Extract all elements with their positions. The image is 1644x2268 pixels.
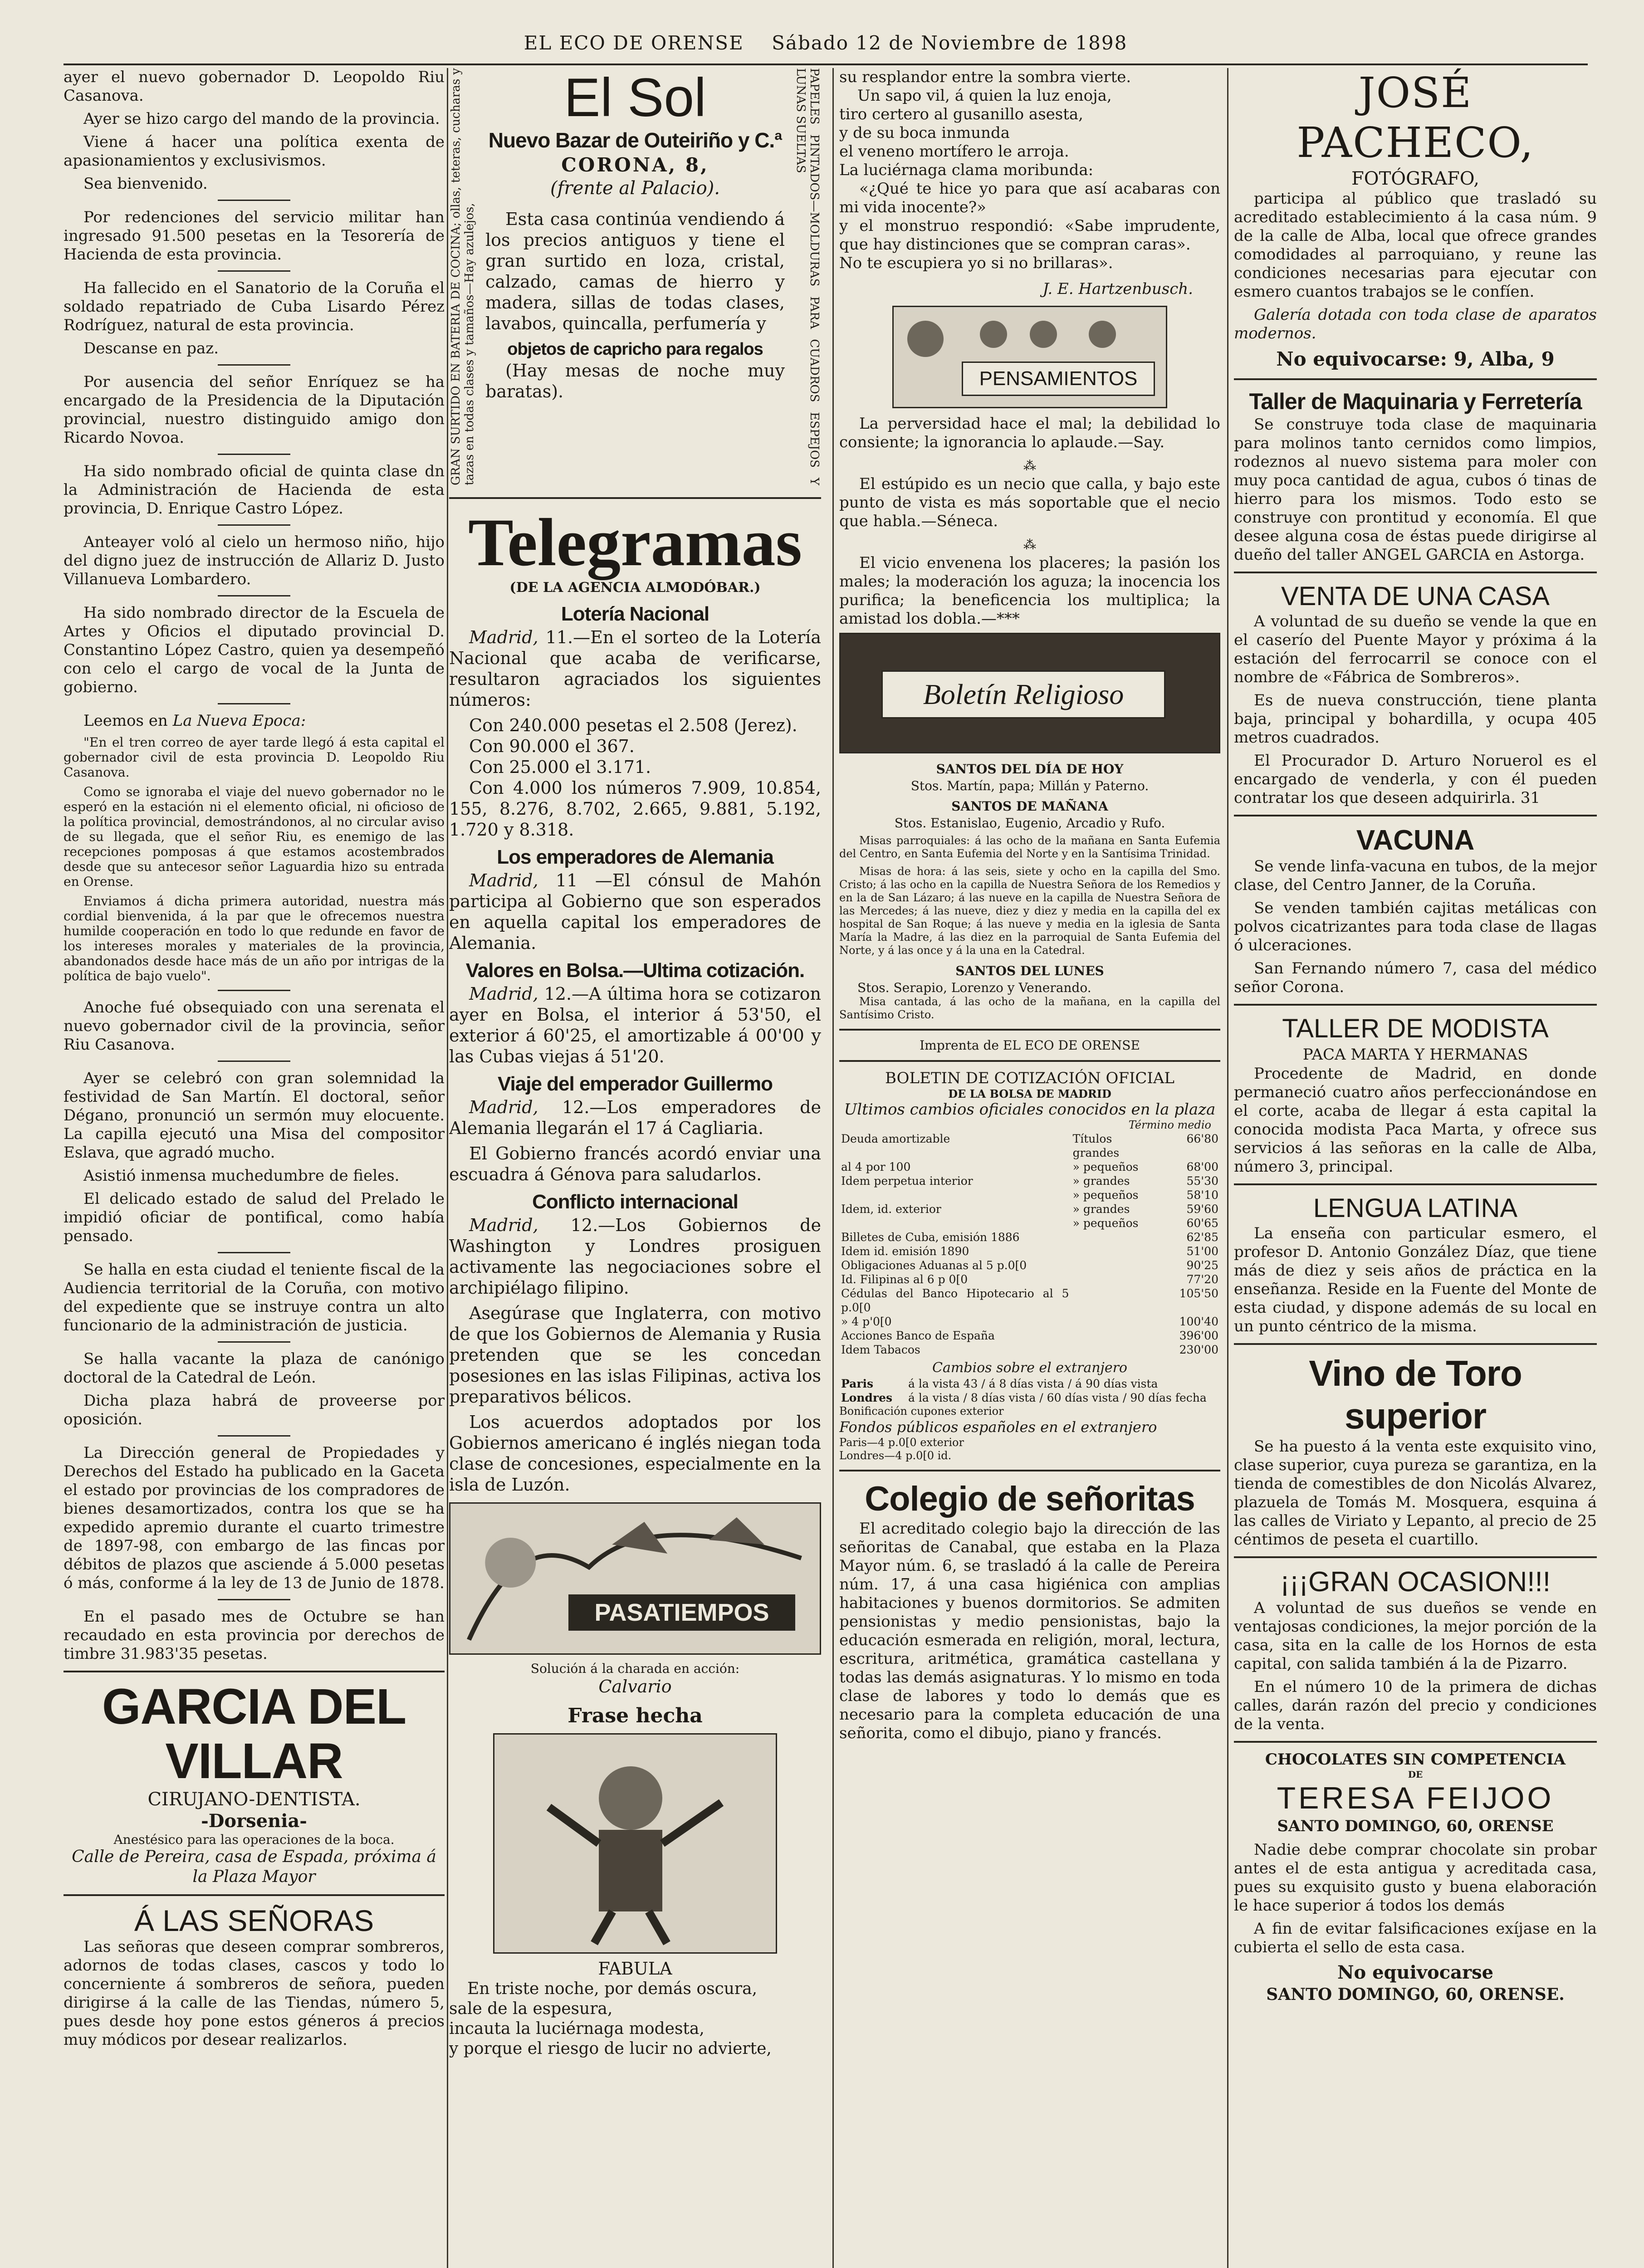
- tel-heading: Conflicto internacional: [532, 1191, 738, 1213]
- news-item: Anteayer voló al cielo un hermoso niño, hijo del digno juez de instrucción de Allariz D. Justo Villanueva Lombardero.: [64, 533, 445, 588]
- bolsa-subheading: DE LA BOLSA DE MADRID: [948, 1087, 1111, 1100]
- table-cell: Idem id. emisión 1890: [841, 1245, 969, 1258]
- rule: [1234, 1556, 1597, 1558]
- pacheco-gallery: Galería dotada con toda clase de aparatos modernos.: [1234, 306, 1597, 342]
- modista-title: TALLER DE MODISTA: [1282, 1014, 1549, 1043]
- table-cell: 60'65: [1186, 1217, 1218, 1230]
- tel-dateline: Madrid,: [469, 1097, 538, 1117]
- bolsa-heading: BOLETIN DE COTIZACIÓN OFICIAL: [885, 1069, 1174, 1087]
- table-cell: » grandes: [1072, 1174, 1130, 1188]
- table-cell: Idem Tabacos: [841, 1343, 920, 1356]
- table-cell: 90'25: [1186, 1259, 1218, 1272]
- chocolates-title: CHOCOLATES SIN COMPETENCIA: [1265, 1750, 1566, 1769]
- ad-senoras-title: Á LAS SEÑORAS: [134, 1904, 374, 1937]
- sol-text: Esta casa continúa vendiendo á los precios antiguos y tiene el gran surtido en loza, cristal, calzado, camas de hierro y madera, sillas de todas clases, lavabos, quincalla, perfumería y: [485, 209, 785, 333]
- vacuna-text: Se venden también cajitas metálicas con polvos cicatrizantes para toda clase de llagas ó ulceraciones.: [1234, 899, 1597, 954]
- table-cell: 68'00: [1186, 1160, 1218, 1173]
- charada-solution: Calvario: [598, 1677, 672, 1696]
- tel-heading: Los emperadores de Alemania: [497, 846, 773, 868]
- fabula-line: y porque el riesgo de lucir no advierte,: [449, 2039, 772, 2058]
- table-cell: Paris: [841, 1377, 874, 1390]
- venta-text: Es de nueva construcción, tiene planta baja, principal y bohardilla, y ocupa 405 metros cuadrados.: [1234, 691, 1597, 747]
- frase-hecha-illustration: [493, 1733, 777, 1954]
- venta-title: VENTA DE UNA CASA: [1281, 582, 1550, 611]
- rule: [64, 1671, 445, 1672]
- venta-text: A voluntad de su dueño se vende la que en el caserío del Puente Mayor y próxima á la estación del ferrocarril se conoce con el nombre de «Fábrica de Sombreros».: [1234, 612, 1597, 686]
- quote-paragraph: "En el tren correo de ayer tarde llegó á esta capital el gobernador civil de esta provincia D. Leopoldo Riu Casanova.: [64, 735, 445, 780]
- ad-garcia-title: CIRUJANO-DENTISTA.: [147, 1789, 361, 1810]
- sol-address: CORONA, 8,: [561, 154, 709, 176]
- table-cell: [1071, 1329, 1162, 1343]
- santos-text: Stos. Estanislao, Eugenio, Arcadio y Rufo.: [894, 816, 1165, 831]
- running-header: [64, 32, 1588, 65]
- table-cell: [1071, 1343, 1162, 1357]
- column-1: [64, 68, 445, 2268]
- separator: [218, 1599, 290, 1600]
- fabula-line: La luciérnaga clama moribunda:: [839, 161, 1094, 179]
- tel-item: Asegúrase que Inglaterra, con motivo de que los Gobiernos de Alemania y Rusia pretenden que se les concedan posesiones en las islas Filipinas, activa los preparativos bélicos.: [449, 1303, 821, 1407]
- rule: [839, 1029, 1220, 1031]
- news-item: ayer el nuevo gobernador D. Leopoldo Riu Casanova.: [64, 68, 445, 105]
- column-rule: [447, 68, 448, 2268]
- table-cell: 58'10: [1186, 1188, 1218, 1202]
- ocasion-text: A voluntad de sus dueños se vende en ventajosas condiciones, la mejor porción de la casa, sita en la calle de los Hornos de esta capital, con salida también á la de Pizarro.: [1234, 1599, 1597, 1673]
- pasatiempos-banner: PASATIEMPOS: [568, 1594, 795, 1631]
- pacheco-name: JOSÉ PACHECO,: [1297, 68, 1534, 167]
- fondos-line: Londres—4 p.0[0 id.: [839, 1449, 952, 1462]
- table-cell: Cédulas del Banco Hipotecario al 5 p.0[0: [841, 1287, 1069, 1314]
- source-name: La Nueva Epoca:: [172, 712, 306, 730]
- issue-date: Sábado 12 de Noviembre de 1898: [772, 32, 1128, 54]
- pensamientos-illustration: [892, 306, 1167, 408]
- ad-el-sol: [449, 68, 821, 490]
- tel-item: [449, 627, 821, 710]
- table-row: [839, 1343, 1220, 1357]
- vacuna-text: San Fernando número 7, casa del médico señor Corona.: [1234, 959, 1597, 996]
- rule: [1234, 572, 1597, 573]
- pasatiempos-art: [450, 1504, 820, 1653]
- table-row: [839, 1216, 1220, 1230]
- table-row: [839, 1160, 1220, 1174]
- table-cell: [839, 1216, 1071, 1230]
- pasatiempos-illustration: [449, 1502, 821, 1655]
- lottery-line: Con 4.000 los números 7.909, 10.854, 155, 8.276, 8.702, 2.665, 9.881, 5.192, 1.720 y 8.318.: [449, 778, 821, 840]
- boletin-title: Boletín Religioso: [881, 670, 1165, 719]
- table-cell: [839, 1188, 1071, 1202]
- santos-text: Stos. Martín, papa; Millán y Paterno.: [910, 778, 1149, 793]
- separator: [218, 1435, 290, 1437]
- news-item: Ha sido nombrado oficial de quinta clase dn la Administración de Hacienda de esta provincia, D. Enrique Castro López.: [64, 462, 445, 518]
- sol-title: El Sol: [564, 68, 706, 128]
- chocolates-warning: No equivocarse: [1337, 1962, 1494, 1983]
- table-cell: 230'00: [1179, 1343, 1218, 1356]
- santos-text: Stos. Serapio, Lorenzo y Venerando.: [857, 980, 1091, 995]
- chocolates-text: A fin de evitar falsificaciones exíjase en la cubierta el sello de esta casa.: [1234, 1920, 1597, 1956]
- rule: [64, 1894, 445, 1896]
- pacheco-text: participa al público que trasladó su acreditado establecimiento á la casa núm. 9 de la calle de Alba, local que ofrece grandes comodidades al parroquiano, y reune las condiciones necesarias para ejecutar con esmero cuantos trabajos se le confíen.: [1234, 190, 1597, 301]
- table-row: [839, 1230, 1220, 1244]
- santos-heading: SANTOS DE MAÑANA: [951, 799, 1108, 814]
- table-cell: Idem perpetua interior: [841, 1174, 973, 1188]
- news-item: El delicado estado de salud del Prelado le impidió oficiar de pontifical, como había pensado.: [64, 1190, 445, 1245]
- modista-subtitle: PACA MARTA Y HERMANAS: [1302, 1046, 1528, 1064]
- news-item: Ha sido nombrado director de la Escuela de Artes y Oficios el diputado provincial D. Constantino López Castro, quien ya desempeñó con celo el cargo de vocal de la Junta de gobierno.: [64, 604, 445, 696]
- rule: [1234, 1343, 1597, 1345]
- separator: [218, 364, 290, 366]
- chocolates-de: DE: [1408, 1769, 1423, 1780]
- separator: [218, 1061, 290, 1062]
- tel-text: 11.—En el sorteo de la Lotería Nacional que acaba de verificarse, resultaron agraciados los siguientes números:: [449, 627, 821, 710]
- modista-text: Procedente de Madrid, en donde permaneció cuatro años perfeccionándose en el corte, acaba de llegar á esta capital la conocida modista Paca Marta, y ofrece sus servicios á las señoras en la calle de Alba, número 3, principal.: [1234, 1065, 1597, 1176]
- separator: [218, 1341, 290, 1343]
- fabula-line: sale de la espesura,: [449, 1999, 613, 2018]
- fondos-heading: Fondos públicos españoles en el extranjero: [839, 1418, 1157, 1436]
- fabula-line: Un sapo vil, á quien la luz enoja,: [857, 87, 1112, 105]
- table-cell: » pequeños: [1072, 1217, 1139, 1230]
- lottery-line: Con 90.000 el 367.: [469, 736, 635, 756]
- santos-heading: SANTOS DEL DÍA DE HOY: [936, 762, 1124, 777]
- bolsa-caption: Ultimos cambios oficiales conocidos en la plaza: [844, 1100, 1216, 1119]
- fabula-line: incauta la luciérnaga modesta,: [449, 2019, 705, 2038]
- column-rule: [1227, 68, 1228, 2268]
- fabula-author: J. E. Hartzenbusch.: [1042, 280, 1193, 298]
- news-item: Por redenciones del servicio militar han ingresado 91.500 pesetas en la Tesorería de Hacienda de esta provincia.: [64, 208, 445, 264]
- rule: [839, 1060, 1220, 1062]
- separator: [218, 595, 290, 596]
- tel-item: [449, 870, 821, 953]
- table-cell: [1071, 1258, 1162, 1272]
- telegramas-title: Telegramas: [468, 505, 802, 580]
- table-cell: [1071, 1230, 1162, 1244]
- tel-text: 11 —El cónsul de Mahón participa al Gobierno que son esperados en aquella capital los emperadores de Alemania.: [449, 870, 821, 953]
- table-cell: 105'50: [1179, 1287, 1218, 1300]
- sol-gifts: objetos de capricho para regalos: [507, 340, 763, 359]
- news-item: Descanse en paz.: [83, 339, 219, 357]
- rule: [1234, 1183, 1597, 1185]
- table-row: [839, 1286, 1220, 1315]
- quote-intro: Leemos en: [83, 712, 173, 730]
- table-row: [839, 1272, 1220, 1286]
- ad-garcia-address: Calle de Pereira, casa de Espada, próxima á la Plaza Mayor: [72, 1848, 436, 1886]
- misas-hora: Misas de hora: á las seis, siete y ocho en la capilla del Smo. Cristo; á las ocho en la capilla de Nuestra Señora de los Remedios y en la de San Lázaro; á las nueve en la capilla de Nuestra Señora de las Mercedes; á las nueve, diez y diez y media en la capilla del ex hospital de San Roque; á las nueve y media en la iglesia de Santa María la Madre, á las diez en la parroquial de Santa Eufemia del Norte, y á las once y á la una en la Catedral.: [839, 865, 1220, 957]
- table-row: [839, 1202, 1220, 1216]
- table-cell: Id. Filipinas al 6 p 0[0: [841, 1273, 968, 1286]
- news-item: Se halla vacante la plaza de canónigo doctoral de la Catedral de León.: [64, 1350, 445, 1387]
- table-cell: 59'60: [1186, 1202, 1218, 1216]
- ad-garcia-name: GARCIA DEL VILLAR: [102, 1679, 406, 1789]
- table-row: [839, 1329, 1220, 1343]
- separator: [218, 524, 290, 526]
- table-row: [839, 1174, 1220, 1188]
- table-cell: [1071, 1244, 1162, 1258]
- misa-cantada: Misa cantada, á las ocho de la mañana, en la capilla del Santísimo Cristo.: [839, 995, 1220, 1021]
- table-cell: » grandes: [1072, 1202, 1130, 1216]
- tel-dateline: Madrid,: [469, 984, 538, 1004]
- news-item: Asistió inmensa muchedumbre de fieles.: [83, 1167, 400, 1185]
- news-item: Ayer se celebró con gran solemnidad la festividad de San Martín. El doctoral, señor Dégano, pronunció un sermón muy elocuente. La capilla ejecutó una Misa del compositor Eslava, que agradó mucho.: [64, 1069, 445, 1162]
- table-cell: 100'40: [1179, 1315, 1218, 1328]
- tel-dateline: Madrid,: [469, 627, 538, 647]
- table-cell: Billetes de Cuba, emisión 1886: [841, 1231, 1020, 1244]
- pensamientos-banner: PENSAMIENTOS: [962, 362, 1155, 396]
- bonificacion: Bonificación cupones exterior: [839, 1405, 1004, 1418]
- quote-paragraph: Enviamos á dicha primera autoridad, nuestra más cordial bienvenida, á la par que le ofrecemos nuestra humilde cooperación en todo lo que redunde en favor de los intereses morales y materiales de la provincia, abandonados desde hace más de un año por intrigas de la política de bajo vuelo".: [64, 894, 445, 983]
- vacuna-text: Se vende linfa-vacuna en tubos, de la mejor clase, del Centro Janner, de la Coruña.: [1234, 857, 1597, 894]
- tel-text: 12.—Los emperadores de Alemania llegarán el 17 á Cagliaria.: [449, 1097, 821, 1138]
- ad-side-text-left: GRAN SURTIDO EN BATERIA DE COCINA; ollas, teteras, cucharas y tazas en todas clases y tamaños—Hay azulejos,: [449, 68, 476, 485]
- separator: [218, 703, 290, 704]
- news-item: Viene á hacer una política exenta de apasionamientos y exclusivismos.: [64, 133, 445, 170]
- paper-name: EL ECO DE ORENSE: [524, 32, 744, 54]
- imprenta: Imprenta de EL ECO DE ORENSE: [920, 1038, 1140, 1053]
- fabula-line: «¿Qué te hice yo para que así acabaras con mi vida inocente?»: [839, 180, 1220, 216]
- news-item: [64, 712, 445, 730]
- ocasion-title: ¡¡¡GRAN OCASION!!!: [1280, 1566, 1551, 1598]
- rule: [1234, 1004, 1597, 1006]
- lottery-line: Con 240.000 pesetas el 2.508 (Jerez).: [469, 715, 798, 735]
- rule: [1234, 378, 1597, 380]
- news-item: Se halla en esta ciudad el teniente fiscal de la Audiencia territorial de la Coruña, con motivo del expediente que se instruye contra un alto funcionario de la administración de justicia.: [64, 1261, 445, 1334]
- fabula-line: No te escupiera yo si no brillaras».: [839, 254, 1113, 272]
- table-cell: [1071, 1315, 1162, 1329]
- news-item: En el pasado mes de Octubre se han recaudado en esta provincia por derechos de timbre 31.983'35 pesetas.: [64, 1608, 445, 1663]
- table-cell: Idem, id. exterior: [841, 1202, 941, 1216]
- separator: [218, 454, 290, 455]
- frase-hecha-art: [494, 1735, 776, 1952]
- telegramas-agency: (DE LA AGENCIA ALMODÓBAR.): [509, 580, 761, 596]
- latina-title: LENGUA LATINA: [1313, 1193, 1518, 1223]
- table-cell: Deuda amortizable: [841, 1132, 950, 1145]
- table-row: [839, 1391, 1220, 1405]
- tel-dateline: Madrid,: [469, 1215, 538, 1235]
- table-cell: 66'80: [1186, 1132, 1218, 1145]
- table-cell: 51'00: [1186, 1245, 1218, 1258]
- sol-address-note: (frente al Palacio).: [550, 178, 720, 199]
- table-row: [839, 1132, 1220, 1160]
- table-cell: [1071, 1286, 1162, 1315]
- news-item: Sea bienvenido.: [83, 175, 208, 193]
- fabula-title: FABULA: [598, 1959, 672, 1979]
- tel-dateline: Madrid,: [469, 870, 538, 890]
- vino-text: Se ha puesto á la venta este exquisito vino, clase superior, cuya pureza se garantiza, en la tienda de comestibles de don Nicolás Alvarez, plazuela de Tomás M. Mosquera, esquina á las calles de Viriato y Lepanto, al precio de 25 céntimos de peseta el cuartillo.: [1234, 1437, 1597, 1549]
- rule: [1234, 815, 1597, 816]
- chocolates-address: SANTO DOMINGO, 60, ORENSE: [1277, 1817, 1554, 1835]
- table-cell: Títulos grandes: [1072, 1132, 1120, 1159]
- pensamiento: El estúpido es un necio que calla, y bajo este punto de vista es más soportable que el necio que habla.—Séneca.: [839, 475, 1220, 530]
- tel-heading: Valores en Bolsa.—Ultima cotización.: [465, 959, 805, 982]
- column-3: [839, 68, 1220, 2268]
- tel-text: 12.—Los Gobiernos de Washington y Londres prosiguen activamente las negociaciones sobre el archipiélago filipino.: [449, 1215, 821, 1298]
- fabula-line: su resplandor entre la sombra vierte.: [839, 68, 1131, 86]
- taller-title: Taller de Maquinaria y Ferretería: [1249, 389, 1582, 414]
- ad-side-text-right: PAPELES PINTADOS—MOLDURAS PARA CUADROS ESPEJOS Y LUNAS SUELTAS: [794, 68, 821, 485]
- table-cell: » pequeños: [1072, 1160, 1139, 1173]
- ad-garcia-note: Anestésico para las operaciones de la boca.: [113, 1832, 395, 1847]
- cambios-table: [839, 1377, 1220, 1405]
- pacheco-profession: FOTÓGRAFO,: [1351, 168, 1479, 189]
- table-cell: á la vista 43 / á 8 días vista / á 90 días vista: [908, 1377, 1158, 1390]
- frase-hecha-title: Frase hecha: [568, 1704, 703, 1727]
- bolsa-table: [839, 1132, 1220, 1357]
- tel-item: [449, 983, 821, 1067]
- charada-label: Solución á la charada en acción:: [530, 1661, 740, 1676]
- venta-text: El Procurador D. Arturo Noruerol es el encargado de venderla, y con él pueden contratar los que deseen adquirirla. 31: [1234, 752, 1597, 807]
- lottery-line: Con 25.000 el 3.171.: [469, 757, 651, 777]
- tel-item: Los acuerdos adoptados por los Gobiernos americano é inglés niegan toda clase de concesiones, especialmente en la isla de Luzón.: [449, 1412, 821, 1495]
- table-cell: 77'20: [1186, 1273, 1218, 1286]
- latina-text: La enseña con particular esmero, el profesor D. Antonio González Díaz, que tiene más de diez y seis años de práctica en la enseñanza. Reside en la Fuente del Monte de esta ciudad, y dispone además de su local en un punto céntrico de la misma.: [1234, 1224, 1597, 1335]
- vino-title: Vino de Toro superior: [1309, 1353, 1522, 1436]
- table-cell: Obligaciones Aduanas al 5 p.0[0: [841, 1259, 1027, 1272]
- tel-item: [449, 1215, 821, 1298]
- fondos-line: Paris—4 p.0[0 exterior: [839, 1436, 964, 1449]
- table-cell: al 4 por 100: [841, 1160, 911, 1173]
- separator: [218, 200, 290, 201]
- cambios-heading: Cambios sobre el extranjero: [932, 1360, 1127, 1376]
- table-row: [839, 1377, 1220, 1391]
- table-cell: á la vista / 8 días vista / 60 días vista / 90 días fecha: [908, 1391, 1207, 1404]
- table-row: [839, 1244, 1220, 1258]
- news-item: La Dirección general de Propiedades y Derechos del Estado ha publicado en la Gaceta el estado por provincias de los compradores de bienes desamortizados, contra los que se ha expedido apremio durante el cuarto trimestre de 1897-98, con embargo de las fincas por débitos de plazos que asciende á 5.000 pesetas ó más, conforme á la ley de 13 de Junio de 1878.: [64, 1444, 445, 1592]
- rule: [449, 497, 821, 499]
- column-4: [1234, 68, 1597, 2268]
- pensamiento: La perversidad hace el mal; la debilidad lo consiente; la ignorancia lo aplaude.—Say.: [839, 415, 1220, 451]
- pensamiento: El vicio envenena los placeres; la pasión los males; la moderación los aguza; la inocencia los purifica; la beneficencia los multiplica; la amistad los dobla.—***: [839, 554, 1220, 628]
- bolsa-termino: Término medio: [1128, 1119, 1211, 1131]
- fabula-line: tiro certero al gusanillo asesta,: [839, 105, 1083, 123]
- column-2: [449, 68, 821, 2268]
- separator: [218, 1252, 290, 1253]
- fabula-line: y el monstruo respondió: «Sabe imprudente, que hay distinciones que se compran caras».: [839, 217, 1220, 254]
- table-cell: [1071, 1272, 1162, 1286]
- rule: [839, 1470, 1220, 1471]
- pacheco-address: No equivocarse: 9, Alba, 9: [1276, 348, 1555, 370]
- tel-item: El Gobierno francés acordó enviar una escuadra á Génova para saludarlos.: [449, 1144, 821, 1184]
- tel-heading: Viaje del emperador Guillermo: [498, 1073, 773, 1095]
- misas-parroquiales: Misas parroquiales: á las ocho de la mañana en Santa Eufemia del Centro, en Santa Eufemia del Norte y en la Santísima Trinidad.: [839, 834, 1220, 860]
- table-cell: Acciones Banco de España: [841, 1329, 995, 1342]
- ad-senoras-text: Las señoras que deseen comprar sombreros, adornos de todas clases, cascos y todo lo concerniente á sombreros de señora, pueden dirigirse á la calle de las Tiendas, número 5, pues desde hoy pone estos géneros á precios muy módicos por desear realizarlos.: [64, 1938, 445, 2049]
- news-item: Dicha plaza habrá de proveerse por oposición.: [64, 1392, 445, 1428]
- tel-text: 12.—A última hora se cotizaron ayer en Bolsa, el interior á 53'50, el exterior á 60'25, el amortizable á 00'00 y las Cubas viejas á 51'20.: [449, 984, 821, 1066]
- chocolates-text: Nadie debe comprar chocolate sin probar antes el de esta antigua y acreditada casa, pues su exquisito gusto y buena elaboración le hace superior á todos los demás: [1234, 1841, 1597, 1915]
- chocolates-address-2: SANTO DOMINGO, 60, ORENSE.: [1266, 1985, 1565, 2004]
- table-cell: 62'85: [1186, 1231, 1218, 1244]
- colegio-title: Colegio de señoritas: [865, 1480, 1195, 1518]
- ad-garcia-brand: -Dorsenia-: [201, 1810, 307, 1832]
- column-rule: [832, 68, 834, 2268]
- table-cell: » pequeños: [1072, 1188, 1139, 1202]
- table-row: [839, 1258, 1220, 1272]
- santos-heading: SANTOS DEL LUNES: [955, 963, 1104, 978]
- table-cell: 396'00: [1179, 1329, 1218, 1342]
- table-cell: 55'30: [1186, 1174, 1218, 1188]
- fabula-line: En triste noche, por demás oscura,: [467, 1980, 758, 1998]
- tel-heading: Lotería Nacional: [561, 603, 709, 625]
- ornament: ⁂: [1023, 537, 1036, 552]
- table-cell: » 4 p'0[0: [841, 1315, 892, 1328]
- tel-item: [449, 1097, 821, 1139]
- news-item: Ayer se hizo cargo del mando de la provincia.: [83, 110, 440, 128]
- separator: [218, 990, 290, 991]
- chocolates-name: TERESA FEIJOO: [1277, 1781, 1554, 1815]
- sol-subtitle: Nuevo Bazar de Outeiriño y C.ª: [488, 128, 782, 152]
- fabula-line: el veneno mortífero le arroja.: [839, 142, 1069, 161]
- colegio-text: El acreditado colegio bajo la dirección de las señoritas de Canabal, que estaba en la Plaza Mayor núm. 6, se trasladó á la calle de Pereira núm. 17, á una casa higiénica con amplias habitaciones y buenos dormitorios. Se admiten pensionistas y medio pensionistas, bajo la educación esmerada en religión, moral, lectura, escritura, aritmética, gramática castellana y todas las demás asignaturas. Y lo mismo en toda clase de labores y todo lo demás que es necesario para la completa educación de una señorita, como el dibujo, piano y francés.: [839, 1520, 1220, 1742]
- news-item: Ha fallecido en el Sanatorio de la Coruña el soldado repatriado de Cuba Lisardo Pérez Rodríguez, natural de esta provincia.: [64, 279, 445, 334]
- table-cell: Londres: [841, 1391, 893, 1404]
- ocasion-text: En el número 10 de la primera de dichas calles, darán razón del precio y condiciones de la venta.: [1234, 1678, 1597, 1733]
- sol-tables: (Hay mesas de noche muy baratas).: [485, 361, 785, 401]
- news-item: Anoche fué obsequiado con una serenata el nuevo gobernador civil de la provincia, señor Riu Casanova.: [64, 998, 445, 1054]
- quote-paragraph: Como se ignoraba el viaje del nuevo gobernador no le esperó en la estación ni el elemento oficial, ni oficioso de la política provincial, demostrándonos, al no circular aviso de su llegada, que el señor Riu, es enemigo de las recepciones pomposas á que estamos acostembrados desde que su antecesor señor Laguardia hizo su entrada en Orense.: [64, 784, 445, 889]
- separator: [218, 270, 290, 272]
- news-item: Por ausencia del señor Enríquez se ha encargado de la Presidencia de la Diputación provincial, nuestro distinguido amigo don Ricardo Novoa.: [64, 373, 445, 447]
- table-row: [839, 1188, 1220, 1202]
- vacuna-title: VACUNA: [1356, 825, 1475, 856]
- rule: [1234, 1741, 1597, 1743]
- table-row: [839, 1315, 1220, 1329]
- fabula-line: y de su boca inmunda: [839, 124, 1010, 142]
- taller-text: Se construye toda clase de maquinaria para molinos tanto cernidos como limpios, rodeznos al nuevo sistema para moler con muy poca cantidad de agua, cubos ó tinas de hierro para los mismos. Todo esto se construye con prontitud y economía. El que desee alguna cosa de éstas puede dirigirse al dueño del taller ANGEL GARCIA en Astorga.: [1234, 415, 1597, 564]
- ornament: ⁂: [1023, 458, 1036, 473]
- boletin-religioso-banner: [839, 633, 1220, 753]
